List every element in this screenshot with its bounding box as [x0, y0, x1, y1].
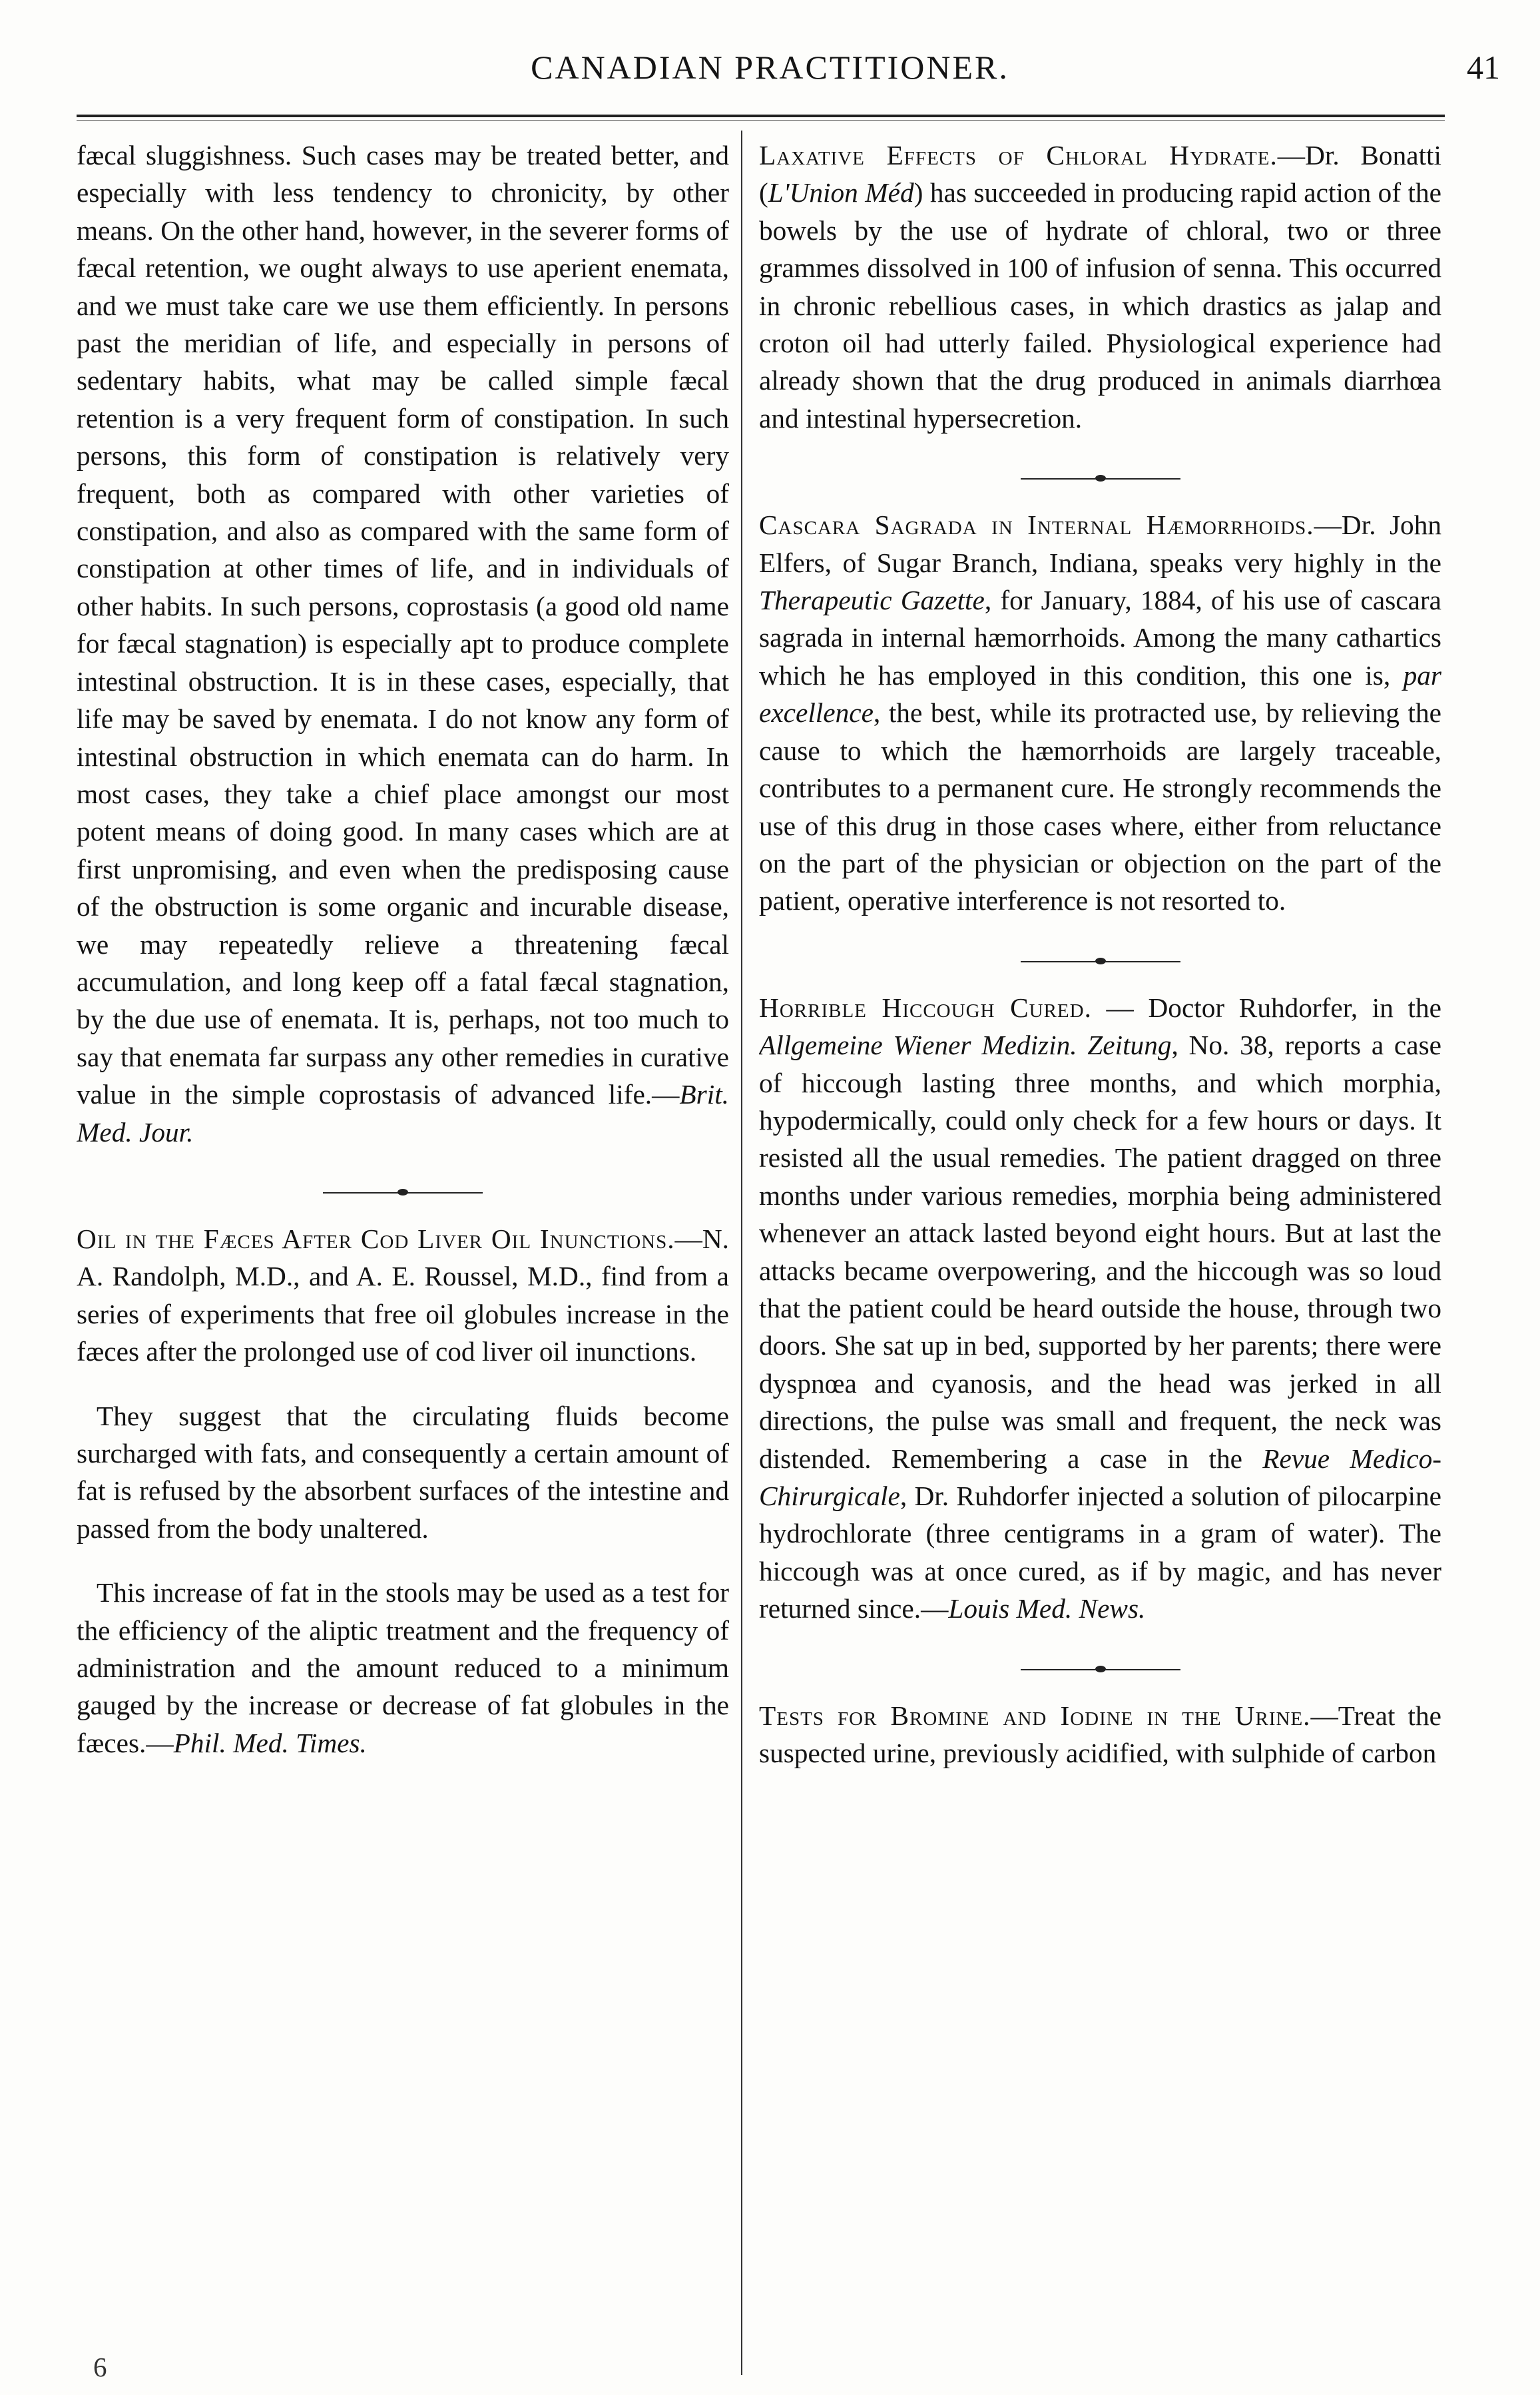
oil-heading: Oil in the Fæces After Cod Liver Oil Inunctions. [77, 1223, 675, 1254]
oil-source: Phil. Med. Times. [173, 1727, 367, 1758]
chloral-heading: Laxative Effects of Chloral Hydrate. [759, 140, 1278, 171]
header-rule [77, 115, 1445, 117]
hiccough-journal-2: Revue Medico-Chirurgicale [759, 1443, 1441, 1511]
right-column [759, 137, 1441, 2374]
journal-title: CANADIAN PRACTITIONER. [531, 49, 1009, 86]
column-divider [741, 131, 742, 2375]
constipation-text: fæcal sluggishness. Such cases may be treated better, and especially with less tendency to chronicity, by other means. On the other hand, however, in the severer forms of fæcal retention, we ought always to use aperient enemata, and we must take care we use them efficiently. In persons past the meridian of life, and especially in persons of sedentary habits, what may be called simple fæcal retention is a very frequent form of constipation. In such persons, this form of constipation is relatively very frequent, both as compared with other varieties of constipation, and also as compared with the same form of constipation at other times of life, and in individuals of other habits. In such persons, coprostasis (a good old name for fæcal stagnation) is especially apt to produce complete intestinal obstruction. It is in these cases, especially, that life may be saved by enemata. I do not know any form of intestinal obstruction in which enemata can do harm. In most cases, they take a chief place amongst our most potent means of doing good. In many cases which are at first unpromising, and even when the predisposing cause of the obstruction is some organic and incurable disease, we may repeatedly relieve a threatening fæcal accumulation, and long keep off a fatal fæcal stagnation, by the due use of enemata. It is, perhaps, not too much to say that enemata far surpass any other remedies in curative value in the simple coprostasis of advanced life.— [77, 140, 729, 1110]
cascara-italic: par excellence [759, 659, 1441, 729]
oil-paragraph-3-text: This increase of fat in the stools may be used as a test for the efficiency of the aliptic treatment and the frequency of administration and the amount reduced to a minimum gauged by the increase or decrease of fat globules in the fæces.— [77, 1577, 729, 1758]
cascara-article: Cascara Sagrada in Internal Hæmorrhoids.—Dr. John Elfers, of Sugar Branch, Indiana, speaks very highly in the Therapeutic Gazette, for January, 1884, of his use of cascara sagrada in internal hæmorrhoids. Among the many cathartics which he has employed in this condition, this one is, par excellence, the best, while its protracted use, by relieving the cause to which the hæmorrhoids are largely traceable, contributes to a permanent cure. He strongly recommends the use of this drug in those cases where, either from reluctance on the part of the physician or objection on the part of the patient, operative interference is not resorted to. [759, 510, 1441, 916]
bromine-heading: Tests for Bromine and Iodine in the Urine. [759, 1700, 1311, 1731]
header-rule-thin [77, 120, 1445, 121]
oil-paragraph-3 [77, 1574, 729, 1762]
cascara-journal: Therapeutic Gazette [759, 585, 985, 616]
constipation-source: Brit. Med. Jour. [77, 1079, 729, 1148]
page-number: 41 [1467, 49, 1500, 86]
section-separator [77, 1178, 729, 1194]
oil-article [77, 1220, 729, 1371]
cascara-heading: Cascara Sagrada in Internal Hæmorrhoids. [759, 510, 1314, 541]
chloral-article: Laxative Effects of Chloral Hydrate.—Dr. Bonatti (L'Union Méd) has succeeded in producing rapid action of the bowels by the use of hydrate of chloral, two or three grammes dissolved in 100 of infusion of senna. This occurred in chronic rebellious cases, in which drastics as jalap and croton oil had utterly failed. Physiological experience had already shown that the drug produced in animals diarrhœa and intestinal hypersecretion. [759, 140, 1441, 434]
hiccough-journal: Allgemeine Wiener Medizin. Zeitung [759, 1030, 1172, 1061]
constipation-paragraph [77, 137, 729, 1151]
footer-mark: 6 [93, 2352, 107, 2382]
bromine-article [759, 1697, 1441, 1772]
oil-paragraph-2: They suggest that the circulating fluids become surcharged with fats, and consequently a certain amount of fat is refused by the absorbent surfaces of the intestine and passed from the body unaltered. [77, 1400, 729, 1544]
hiccough-source: Louis Med. News. [948, 1593, 1146, 1624]
section-separator [759, 1654, 1441, 1670]
left-column [77, 137, 729, 2374]
bromine-text: —Treat the suspected urine, previously acidified, with sulphide of carbon [759, 1700, 1441, 1769]
section-separator [759, 946, 1441, 962]
running-header [40, 41, 1500, 108]
oil-text: —N. A. Randolph, M.D., and A. E. Roussel, M.D., find from a series of experiments that free oil globules increase in the fæces after the prolonged use of cod liver oil inunctions. [77, 1223, 729, 1367]
hiccough-heading: Horrible Hiccough Cured. [759, 992, 1092, 1023]
chloral-journal: L'Union Méd [768, 177, 914, 208]
section-separator [759, 464, 1441, 480]
hiccough-article: Horrible Hiccough Cured. — Doctor Ruhdorfer, in the Allgemeine Wiener Medizin. Zeitung, No. 38, reports a case of hiccough lasting three months, and which morphia, hypodermically, could only check for a few hours or days. It resisted all the usual remedies. The patient dragged on three months under various remedies, morphia being administered whenever an attack lasted beyond eight hours. But at last the attacks became overpowering, and the hiccough was so loud that the patient could be heard outside the house, through two doors. She sat up in bed, supported by her parents; there were dyspnœa and cyanosis, and the head was jerked in all directions, the pulse was small and frequent, the neck was distended. Remembering a case in the Revue Medico-Chirurgicale, Dr. Ruhdorfer injected a solution of pilocarpine hydrochlorate (three centigrams in a gram of water). The hiccough was at once cured, as if by magic, and has never returned since.—Louis Med. News. [759, 992, 1441, 1624]
